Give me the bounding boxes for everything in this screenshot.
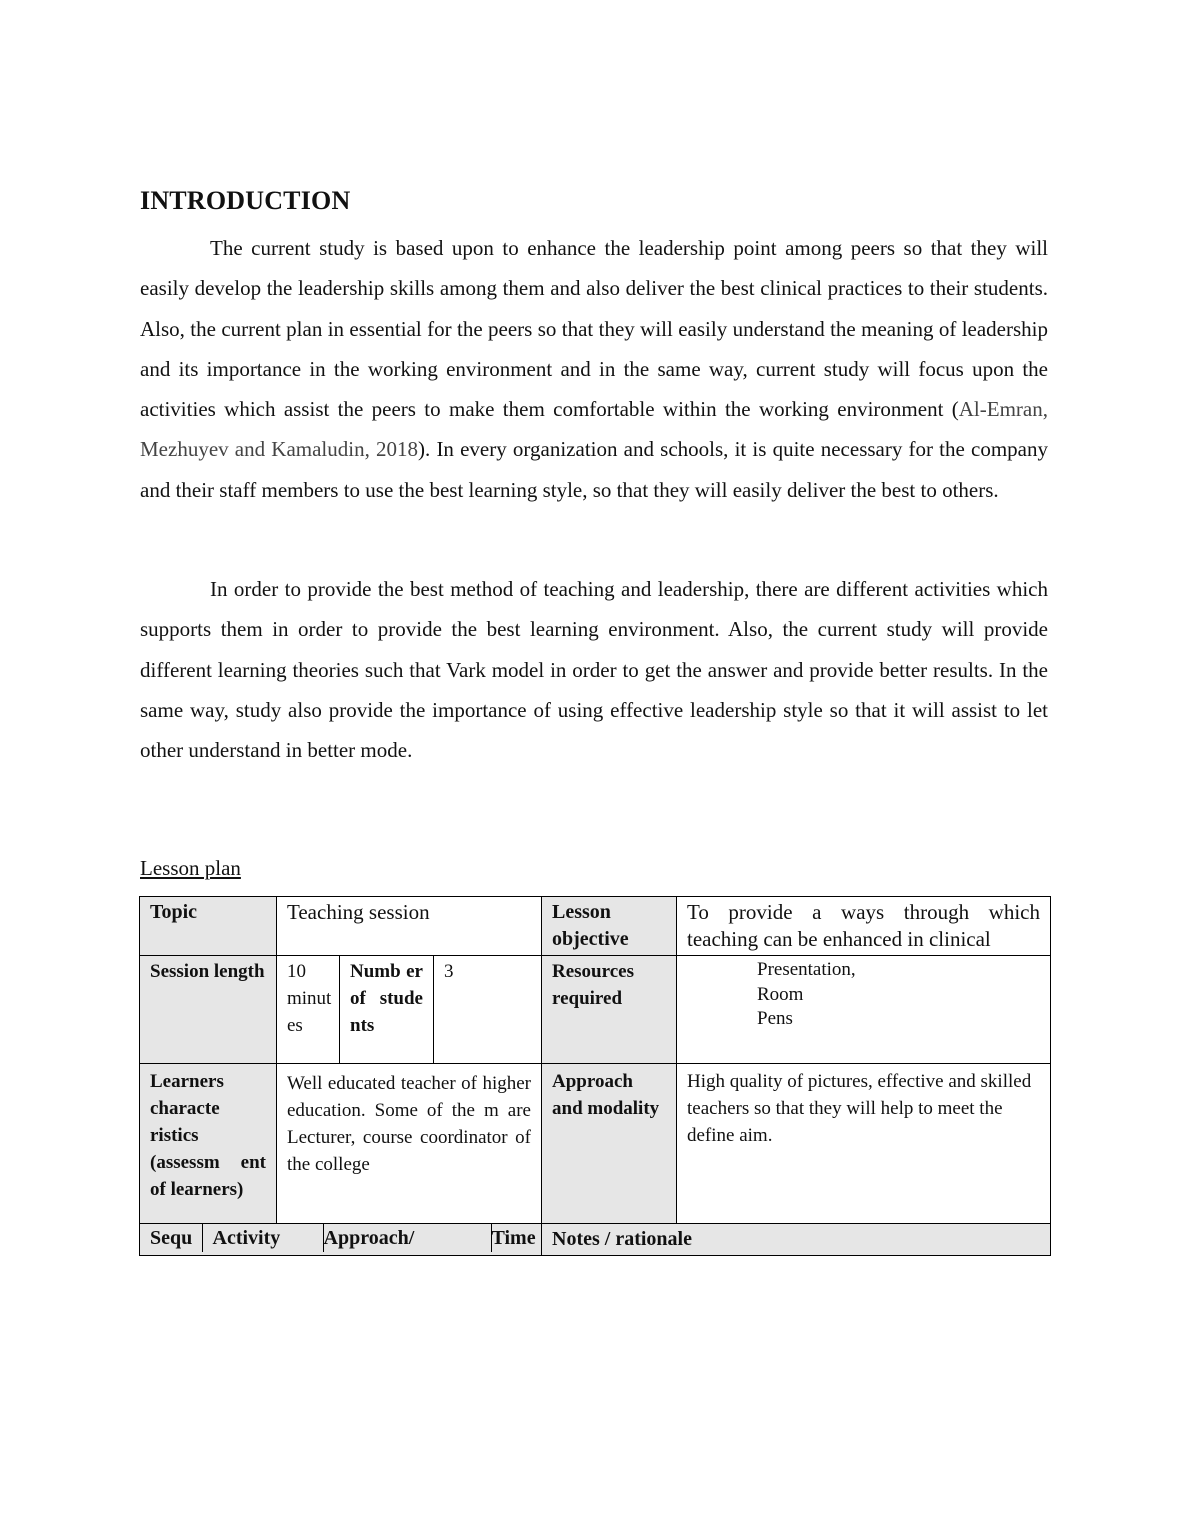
footer-approach: Approach/	[323, 1224, 491, 1252]
session-length-value: 10 minut es	[277, 956, 340, 1064]
resources-label: Resources required	[542, 956, 677, 1064]
table-row	[140, 956, 1051, 1064]
list-item: Pens	[757, 1008, 793, 1029]
table-row	[140, 1064, 1051, 1224]
table-caption: Lesson plan	[140, 856, 241, 880]
para1-text-end: ). In every organization and schools, it is quite necessary for the company and their staff members to use the best learning style, so that they will easily deliver the best to others.	[140, 437, 1048, 502]
footer-inner-table	[140, 1224, 542, 1252]
learners-value: Well educated teacher of higher education. Some of the m are Lecturer, course coordinator of the college	[277, 1064, 542, 1224]
list-item: Presentation,	[757, 959, 856, 980]
list-item: Room	[757, 983, 804, 1005]
intro-paragraph-2: In order to provide the best method of teaching and leadership, there are different activities which supports them in order to provide the best learning environment. Also, the current study will provide different learning theories such that Vark model in order to get the answer and provide better results. In the same way, study also provide the importance of using effective leadership style so that it will assist to let other understand in better mode.	[140, 577, 1048, 763]
objective-label: Lesson objective	[542, 897, 677, 956]
resources-cell	[677, 956, 1051, 1064]
footer-notes: Notes / rationale	[542, 1224, 1051, 1256]
footer-time: Time	[491, 1227, 536, 1249]
approach-value: High quality of pictures, effective and skilled teachers so that they will help to meet the define aim.	[677, 1064, 1051, 1224]
table-row	[140, 897, 1051, 956]
session-length-label: Session length	[140, 956, 277, 1064]
objective-text: To provide a ways through which teaching can be enhanced in clinical	[687, 900, 1040, 951]
objective-value	[677, 897, 1051, 956]
para1-text-start: The current study is based upon to enhance the leadership point among peers so that they will easily develop the leadership skills among them and also deliver the best clinical practices to their students. Also, the current plan in essential for the peers so that they will easily understand the meaning of leadership and its importance in the working environment and in the same way, current study will focus upon the activities which assist the peers to make them comfortable within the working environment (	[140, 236, 1048, 422]
citation: Al-Emran, Mezhuyev and Kamaludin, 2018	[140, 397, 1048, 462]
learners-label: Learners characte ristics (assessm ent of learners)	[140, 1064, 277, 1224]
num-students-label: Numb er of stude nts	[340, 956, 434, 1064]
intro-paragraph-1	[140, 228, 1048, 510]
footer-left-cell	[140, 1224, 542, 1256]
topic-label: Topic	[140, 897, 277, 956]
section-heading: INTRODUCTION	[140, 186, 351, 215]
footer-activity: Activity	[202, 1224, 323, 1252]
footer-sequ: Sequ	[140, 1224, 202, 1252]
resources-list	[687, 958, 1040, 1032]
lesson-plan-table	[139, 896, 1051, 1256]
approach-label: Approach and modality	[542, 1064, 677, 1224]
num-students-value: 3	[434, 956, 542, 1064]
table-footer-row	[140, 1224, 1051, 1256]
topic-value: Teaching session	[277, 897, 542, 956]
